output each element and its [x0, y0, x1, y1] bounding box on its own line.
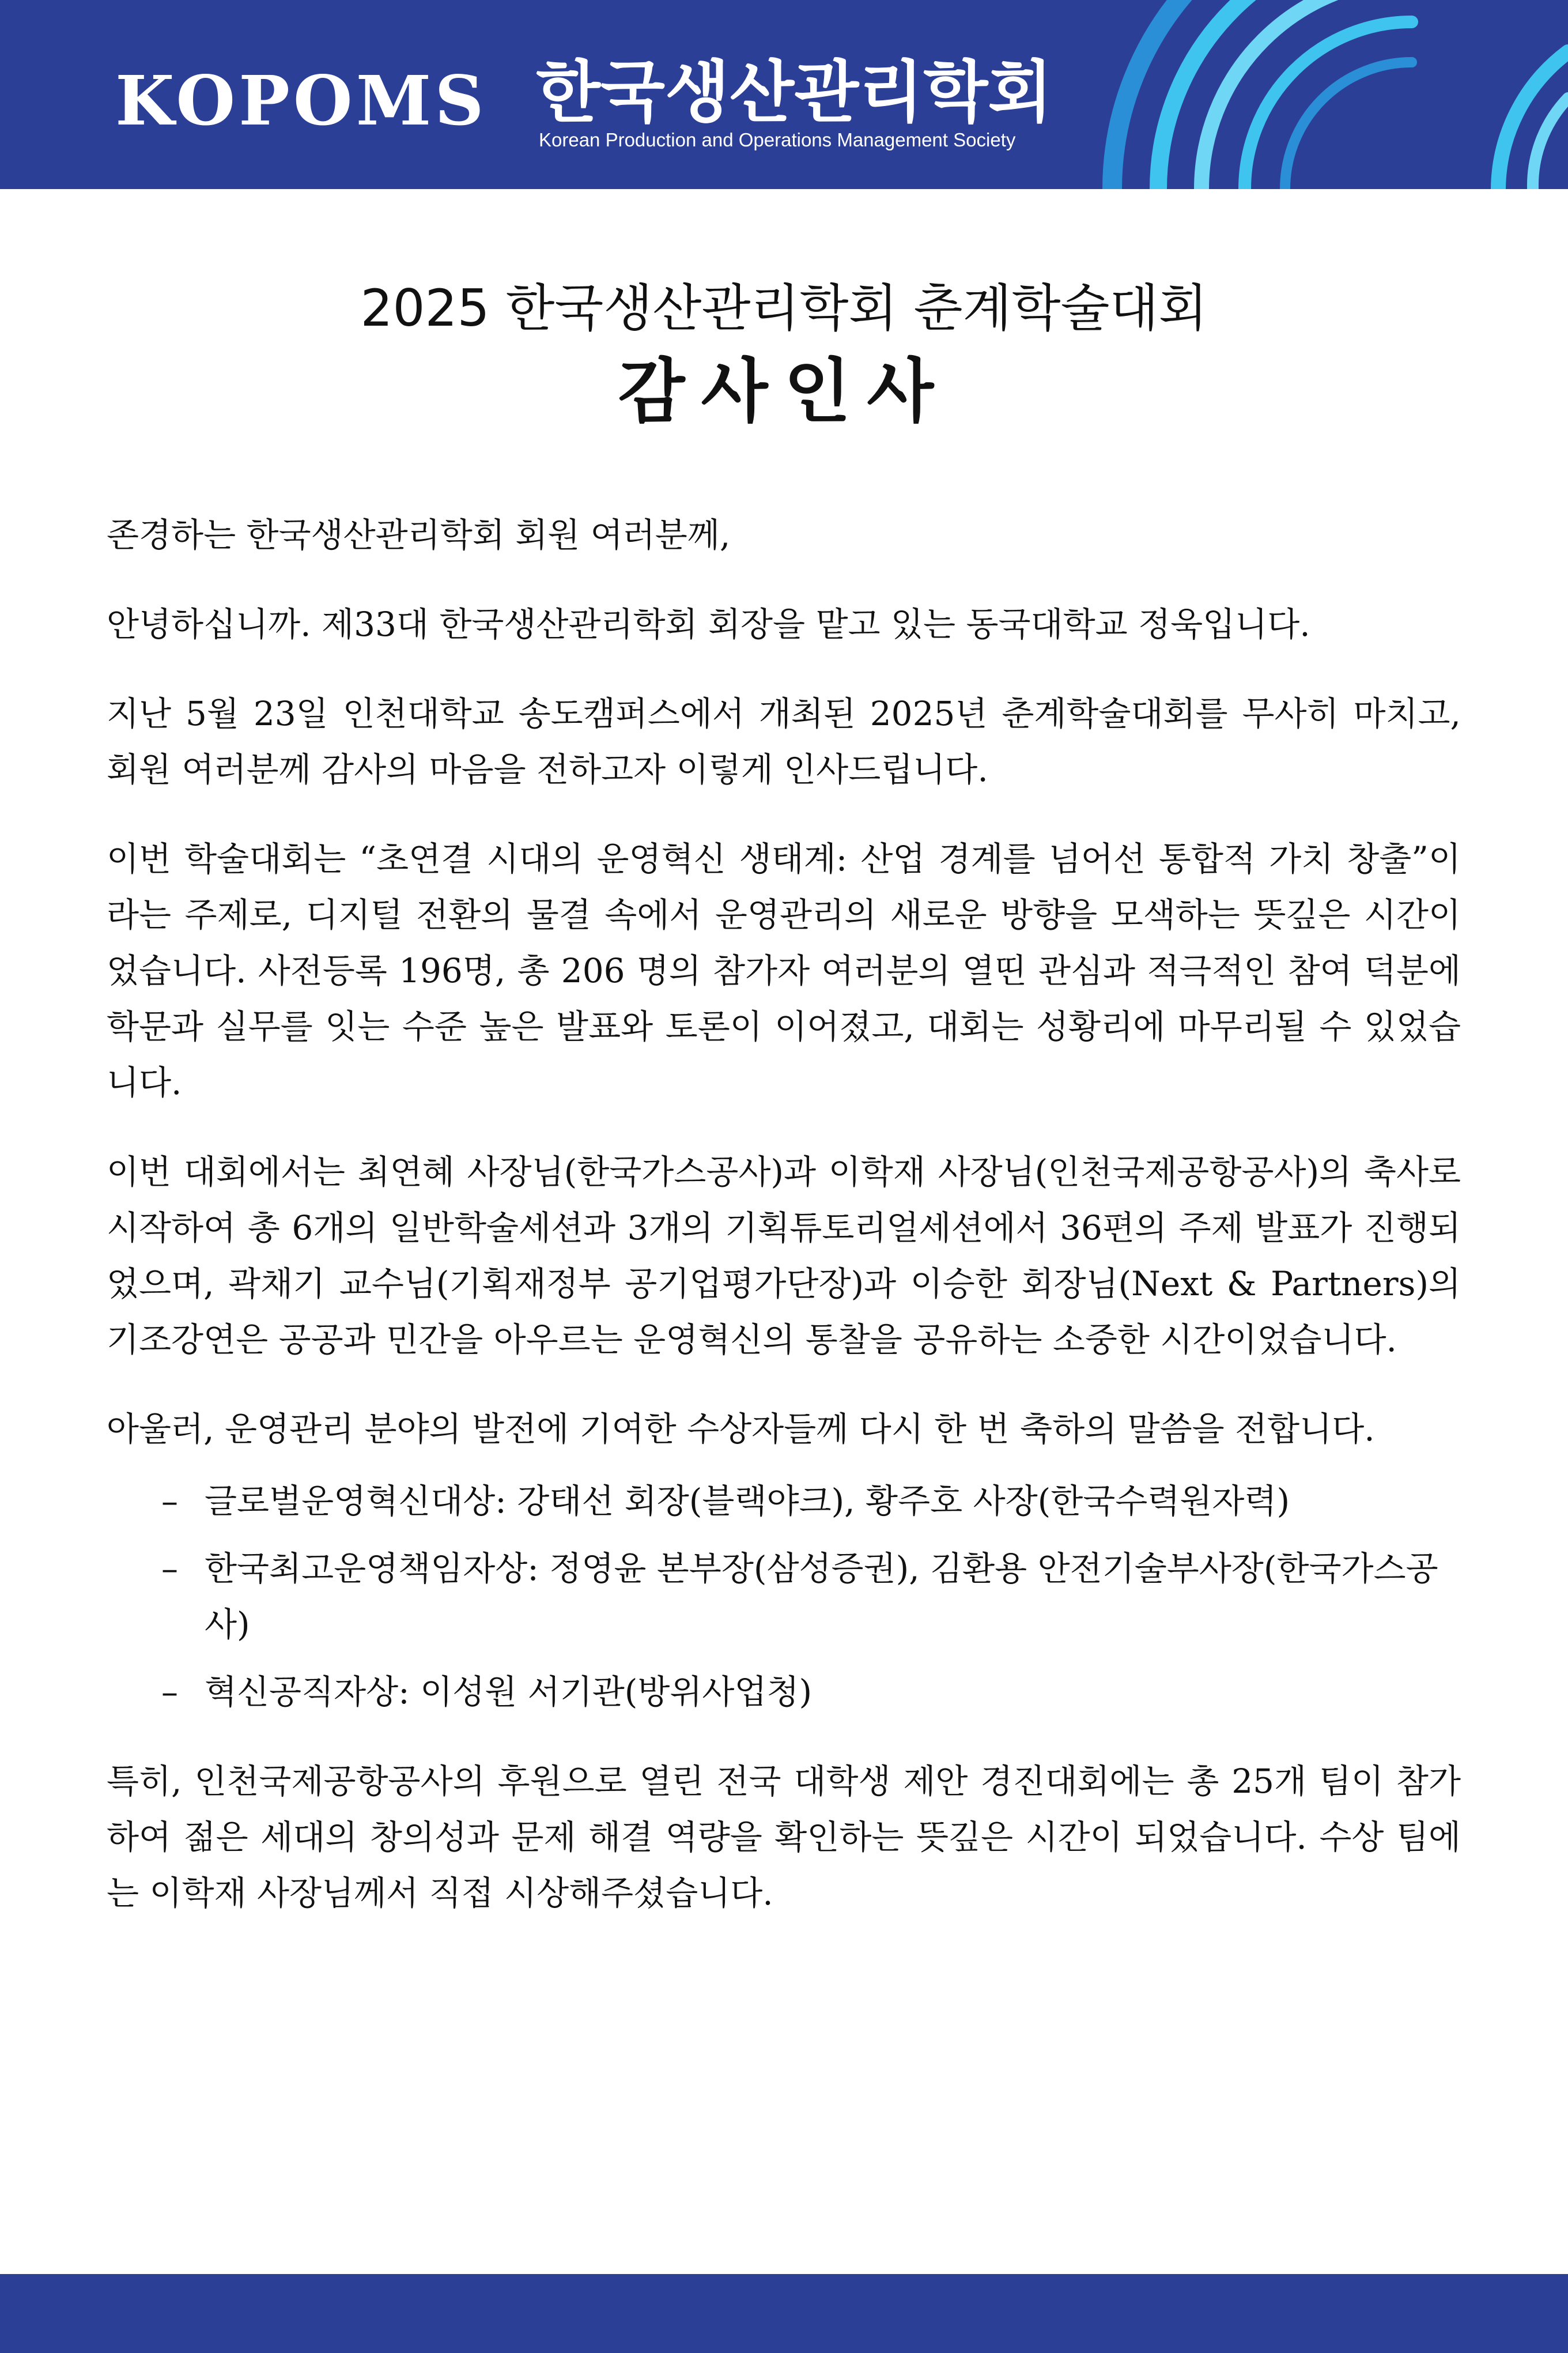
document-title-block [0, 271, 1568, 438]
paragraph-closing: 특히, 인천국제공항공사의 후원으로 열린 전국 대학생 제안 경진대회에는 총 25개 팀이 참가하여 젊은 세대의 창의성과 문제 해결 역량을 확인하는 뜻깊은 시간이 되었습니다. 수상 팀에는 이학재 사장님께서 직접 시상해주셨습니다. [107, 1762, 1461, 1913]
document-heading: 감사인사 [618, 352, 950, 432]
paragraph-sessions: 이번 대회에서는 최연혜 사장님(한국가스공사)과 이학재 사장님(인천국제공항공사)의 축사로 시작하여 총 6개의 일반학술세션과 3개의 기획튜토리얼세션에서 36편의 주제 발표가 진행되었으며, 곽채기 교수님(기획재정부 공기업평가단장)과 이승한 회장님(Next & Partners)의 기조강연은 공공과 민간을 아우르는 운영혁신의 통찰을 공유하는 소중한 시간이었습니다. [107, 1152, 1461, 1359]
award-item: – 한국최고운영책임자상: 정영윤 본부장(삼성증권), 김환용 안전기술부사장(한국가스공사) [107, 1541, 1461, 1653]
document-title: 2025 한국생산관리학회 춘계학술대회 [360, 278, 1208, 338]
paragraph-theme: 이번 학술대회는 “초연결 시대의 운영혁신 생태계: 산업 경계를 넘어선 통합적 가치 창출”이라는 주제로, 디지털 전환의 물결 속에서 운영관리의 새로운 방향을 모색하는 뜻깊은 시간이었습니다. 사전등록 196명, 총 206 명의 참가자 여러분의 열띤 관심과 적극적인 참여 덕분에 학문과 실무를 잇는 수준 높은 발표와 토론이 이어졌고, 대회는 성황리에 마무리될 수 있었습니다. [107, 839, 1461, 1102]
paragraph-event-summary: 지난 5월 23일 인천대학교 송도캠퍼스에서 개최된 2025년 춘계학술대회를 무사히 마치고, 회원 여러분께 감사의 마음을 전하고자 이렇게 인사드립니다. [107, 694, 1461, 789]
award-list [107, 1473, 1461, 1720]
letter-body [107, 507, 1461, 1955]
header-banner [0, 0, 1568, 189]
footer-bar [0, 2274, 1568, 2353]
society-name-english: Korean Production and Operations Management Society [539, 129, 1016, 150]
kopoms-logo: KOPOMS [115, 61, 488, 141]
paragraph-awards-intro: 아울러, 운영관리 분야의 발전에 기여한 수상자들께 다시 한 번 축하의 말씀을 전합니다. [107, 1409, 1375, 1449]
salutation: 존경하는 한국생산관리학회 회원 여러분께, [107, 515, 731, 555]
award-item: – 글로벌운영혁신대상: 강태선 회장(블랙야크), 황주호 사장(한국수력원자력) [107, 1473, 1461, 1529]
award-item: – 혁신공직자상: 이성원 서기관(방위사업청) [107, 1664, 1461, 1720]
paragraph-greeting: 안녕하십니까. 제33대 한국생산관리학회 회장을 맡고 있는 동국대학교 정욱입니다. [107, 605, 1310, 644]
society-name-korean: 한국생산관리학회 [536, 54, 1053, 131]
